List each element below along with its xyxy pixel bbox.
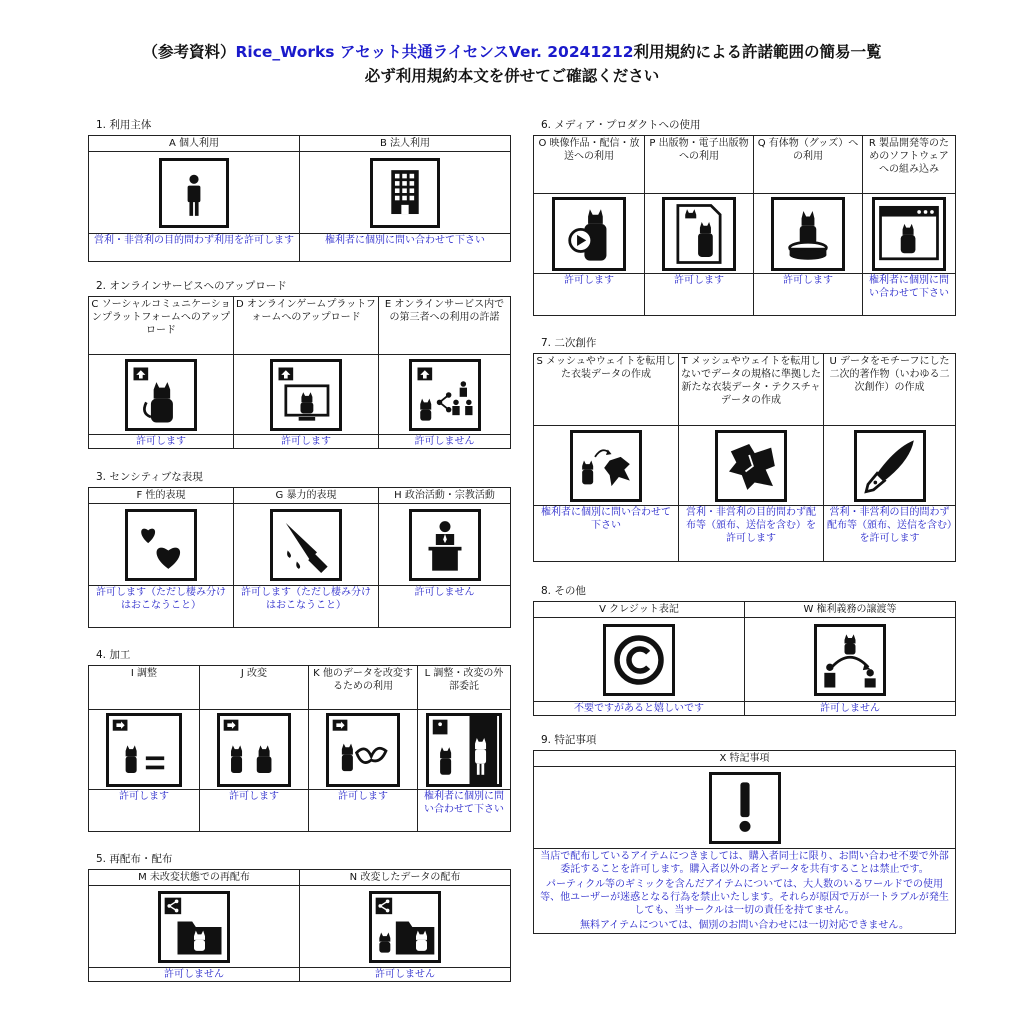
section-heading: 2. オンラインサービスへのアップロード (96, 280, 287, 292)
icon-cell (89, 504, 234, 586)
upload-monitor-cat-icon (270, 359, 342, 431)
section-heading: 7. 二次創作 (541, 337, 597, 349)
icon-cell (234, 504, 379, 586)
pen-nib-icon (854, 430, 926, 502)
arrow-cat-equal-icon (106, 713, 182, 787)
col-header: R 製品開発等のためのソフトウェアへの組み込み (863, 136, 956, 194)
icon-cell (534, 767, 956, 849)
title-prefix: （参考資料） (142, 43, 236, 61)
icon-cell (645, 194, 754, 274)
share-folder-cats-icon (369, 891, 441, 963)
col-header: E オンラインサービス内での第三者への利用の許諾 (379, 297, 511, 355)
knife-icon (270, 509, 342, 581)
icon-cell (418, 710, 511, 790)
software-window-cat-icon (872, 197, 946, 271)
status-text: 権利者に個別に問い合わせて下さい (300, 234, 511, 262)
status-text: 営利・非営利の目的問わず利用を許可します (89, 234, 300, 262)
cat-to-clothes-icon (570, 430, 642, 502)
section-derivative (533, 336, 956, 562)
status-text: 許可します (89, 790, 200, 832)
status-text: 権利者に個別に問い合わせて下さい (534, 506, 679, 562)
icon-cell (863, 194, 956, 274)
status-text: 権利者に個別に問い合わせて下さい (863, 274, 956, 316)
title-suffix: 利用規約による許諾範囲の簡易一覧 (633, 43, 882, 61)
cat-outsource-icon (426, 713, 502, 787)
icon-cell (300, 152, 511, 234)
transfer-rights-icon (814, 624, 886, 696)
icon-cell (89, 355, 234, 435)
notice-cell (534, 849, 956, 934)
section-heading: 4. 加工 (96, 649, 131, 661)
col-header: U データをモチーフにした二次的著作物（いわゆる二次創作）の作成 (824, 354, 956, 426)
icon-cell (200, 710, 309, 790)
notice-text: 当店で配布しているアイテムにつきましては、購入者同士に限り、お問い合わせ不要で外部委託することを許可します。購入者以外の者とデータを共有することは禁止です。 (540, 851, 949, 875)
section-heading: 3. センシティブな表現 (96, 471, 203, 483)
icon-cell (89, 886, 300, 968)
col-header: L 調整・改変の外部委託 (418, 666, 511, 710)
status-text: 営利・非営利の目的問わず配布等（頒布、送信を含む）を許可します (824, 506, 956, 562)
building-icon (370, 158, 440, 228)
icon-cell (379, 504, 511, 586)
clothes-icon (715, 430, 787, 502)
podium-speaker-icon (409, 509, 481, 581)
section-sensitive (88, 470, 511, 628)
status-text: 不要ですがあると嬉しいです (534, 702, 745, 716)
notice-text: 無料アイテムについては、個別のお問い合わせには一切対応できません。 (580, 920, 909, 931)
col-header: H 政治活動・宗教活動 (379, 488, 511, 504)
icon-cell (89, 152, 300, 234)
col-header-personal: A 個人利用 (89, 136, 300, 152)
status-text: 許可しません (379, 586, 511, 628)
icon-cell (309, 710, 418, 790)
status-text: 許可します (200, 790, 309, 832)
icon-cell (534, 618, 745, 702)
icon-cell (300, 886, 511, 968)
title-subtitle: 必ず利用規約本文を併せてご確認ください (364, 67, 660, 85)
status-text: 許可します (89, 435, 234, 449)
icon-cell (234, 355, 379, 435)
status-text: 許可しません (300, 968, 511, 982)
icon-cell (534, 194, 645, 274)
section-usage-subject (88, 118, 511, 262)
section-online-upload (88, 279, 511, 449)
col-header: M 未改変状態での再配布 (89, 870, 300, 886)
section-special-notes (533, 733, 956, 934)
section-heading: 8. その他 (541, 585, 586, 597)
status-text: 許可します (234, 435, 379, 449)
status-text: 許可しません (745, 702, 956, 716)
icon-cell (824, 426, 956, 506)
section-heading: 6. メディア・プロダクトへの使用 (541, 119, 701, 131)
status-text: 許可します（ただし棲み分けはおこなうこと） (89, 586, 234, 628)
col-header: C ソーシャルコミュニケーションプラットフォームへのアップロード (89, 297, 234, 355)
status-text: 権利者に個別に問い合わせて下さい (418, 790, 511, 832)
col-header: X 特記事項 (534, 751, 956, 767)
col-header: D オンラインゲームプラットフォームへのアップロード (234, 297, 379, 355)
col-header: O 映像作品・配信・放送への利用 (534, 136, 645, 194)
section-processing (88, 648, 511, 832)
icon-cell (679, 426, 824, 506)
exclamation-icon (709, 772, 781, 844)
col-header: S メッシュやウェイトを転用した衣装データの作成 (534, 354, 679, 426)
hearts-icon (125, 509, 197, 581)
title-brand: Rice_Works アセット共通ライセンスVer. 20241212 (235, 43, 634, 61)
icon-cell (379, 355, 511, 435)
col-header: G 暴力的表現 (234, 488, 379, 504)
person-icon (159, 158, 229, 228)
document-cat-icon (662, 197, 736, 271)
col-header: I 調整 (89, 666, 200, 710)
col-header: Q 有体物（グッズ）への利用 (754, 136, 863, 194)
section-heading: 9. 特記事項 (541, 734, 597, 746)
section-redistribution (88, 852, 511, 982)
status-text: 許可します (309, 790, 418, 832)
copyright-icon (603, 624, 675, 696)
col-header: K 他のデータを改変するための利用 (309, 666, 418, 710)
icon-cell (89, 710, 200, 790)
section-media-product (533, 118, 956, 316)
section-heading: 5. 再配布・配布 (96, 853, 173, 865)
status-text: 許可しません (89, 968, 300, 982)
page-title (0, 40, 1024, 88)
arrow-two-cats-icon (217, 713, 291, 787)
col-header-corporate: B 法人利用 (300, 136, 511, 152)
status-text: 許可します（ただし棲み分けはおこなうこと） (234, 586, 379, 628)
figure-cat-icon (771, 197, 845, 271)
share-folder-cat-icon (158, 891, 230, 963)
status-text: 許可しません (379, 435, 511, 449)
col-header: J 改変 (200, 666, 309, 710)
status-text: 許可します (754, 274, 863, 316)
col-header: F 性的表現 (89, 488, 234, 504)
icon-cell (745, 618, 956, 702)
status-text: 許可します (645, 274, 754, 316)
video-cat-icon (552, 197, 626, 271)
col-header: V クレジット表記 (534, 602, 745, 618)
col-header: W 権利義務の譲渡等 (745, 602, 956, 618)
col-header: P 出版物・電子出版物への利用 (645, 136, 754, 194)
col-header: T メッシュやウェイトを転用しないでデータの規格に準拠した新たな衣装データ・テクスチャデータの作成 (679, 354, 824, 426)
col-header: N 改変したデータの配布 (300, 870, 511, 886)
section-heading: 1. 利用主体 (96, 119, 152, 131)
upload-cat-icon (125, 359, 197, 431)
arrow-cat-ribbon-icon (326, 713, 400, 787)
icon-cell (534, 426, 679, 506)
section-other (533, 584, 956, 716)
share-users-cat-icon (409, 359, 481, 431)
icon-cell (754, 194, 863, 274)
status-text: 許可します (534, 274, 645, 316)
status-text: 営利・非営利の目的問わず配布等（頒布、送信を含む）を許可します (679, 506, 824, 562)
notice-text: パーティクル等のギミックを含んだアイテムについては、大人数のいるワールドでの使用等、他ユーザーが迷惑となる行為を禁止いたします。それらが原因で万が一トラブルが発生しても、当サークルは一切の責任を持てません。 (540, 879, 949, 916)
